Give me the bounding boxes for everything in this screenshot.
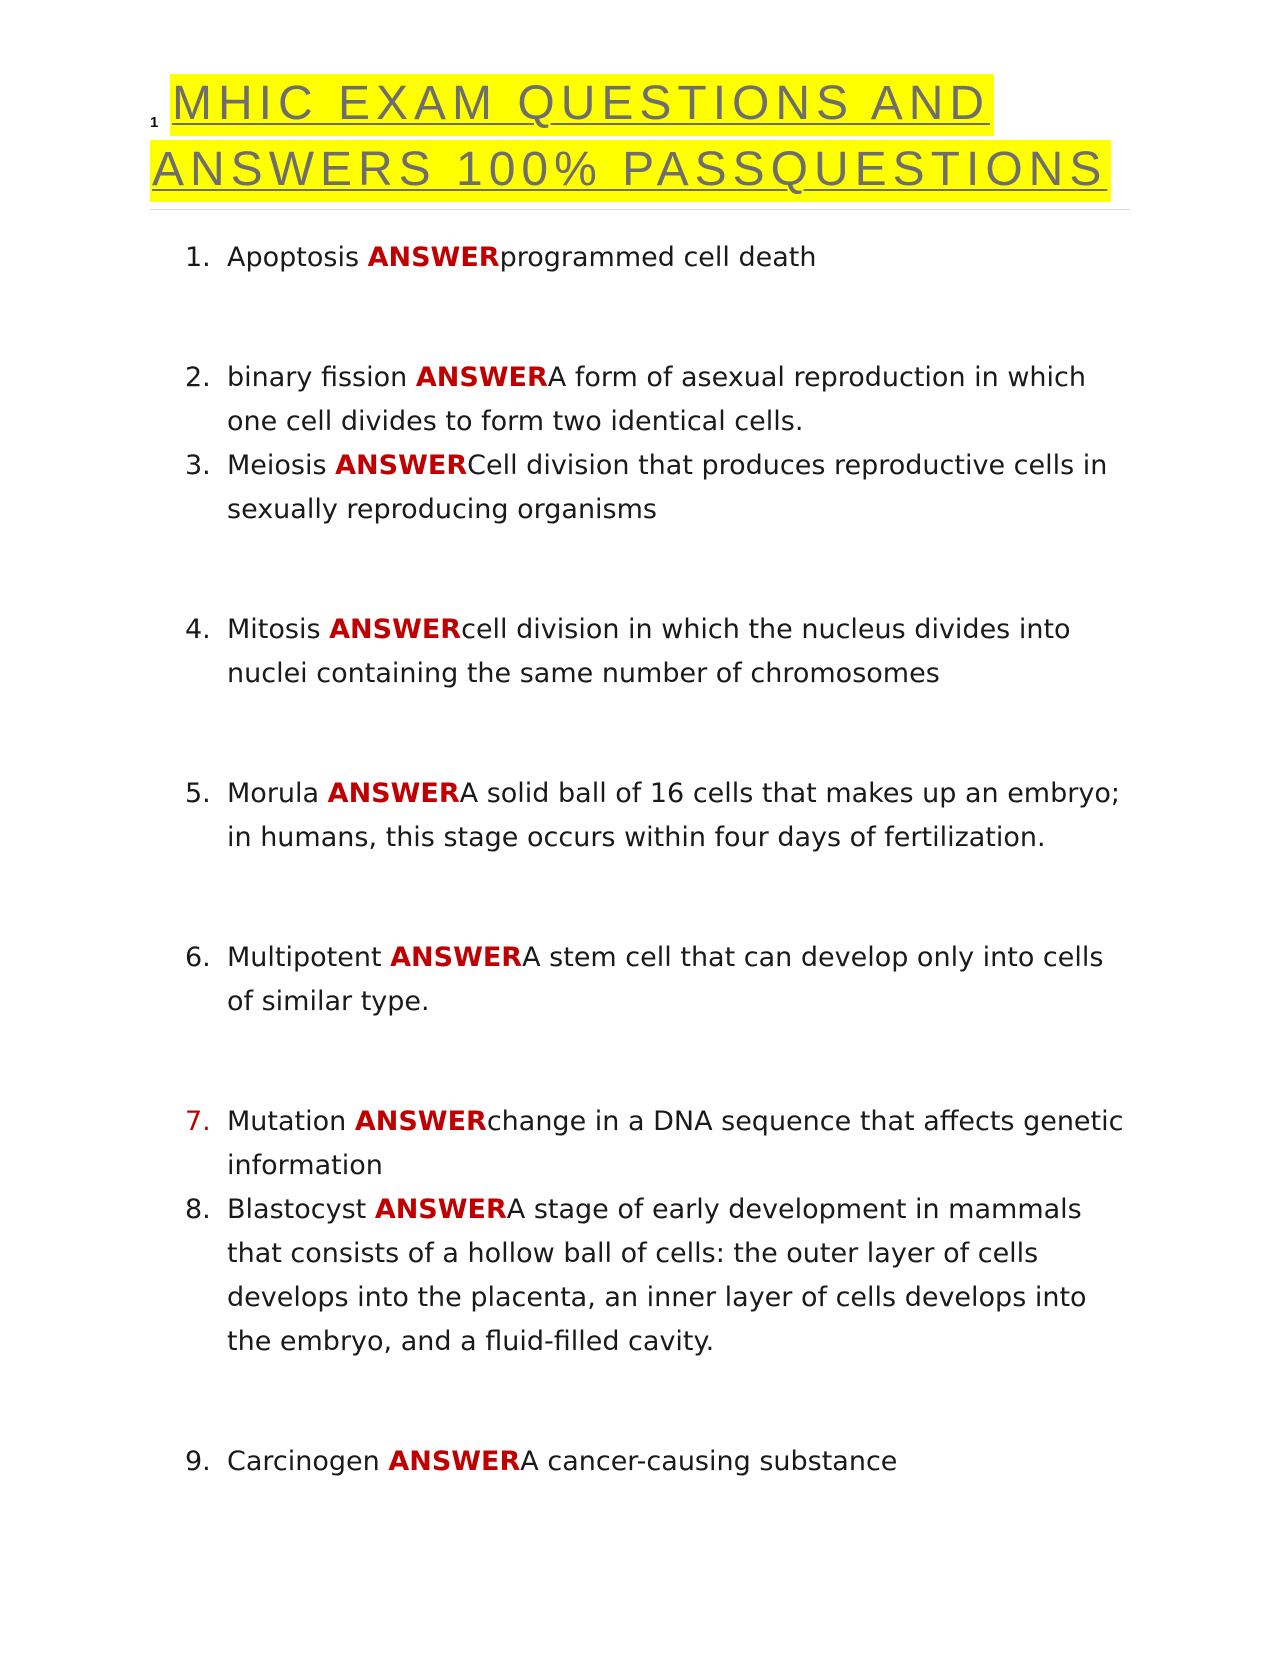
item-term: Mitosis xyxy=(227,614,330,645)
answer-label: ANSWER xyxy=(390,942,523,973)
item-term: Meiosis xyxy=(227,450,336,481)
item-term: Apoptosis xyxy=(227,242,368,273)
qa-list xyxy=(185,236,1135,1484)
item-term: Carcinogen xyxy=(227,1446,389,1477)
title-divider xyxy=(150,209,1130,210)
list-item xyxy=(185,1440,1135,1484)
list-item xyxy=(185,444,1135,532)
answer-label: ANSWER xyxy=(354,1106,487,1137)
answer-label: ANSWER xyxy=(374,1194,507,1225)
answer-label: ANSWER xyxy=(388,1446,521,1477)
answer-label: ANSWER xyxy=(367,242,500,273)
list-item xyxy=(185,356,1135,444)
item-definition: programmed cell death xyxy=(499,242,817,273)
item-number: 7. xyxy=(185,1106,211,1137)
item-definition: A stage of early development in mammals that consists of a hollow ball of cells: the outer layer of cells develops into the placenta, an inner layer of cells develops into the embryo, and a fluid-filled cavity. xyxy=(227,1194,1087,1357)
item-number: 1. xyxy=(185,242,211,273)
item-definition: cell division in which the nucleus divides into nuclei containing the same number of chromosomes xyxy=(227,614,1071,689)
list-item xyxy=(185,1188,1135,1364)
item-number: 6. xyxy=(185,942,211,973)
answer-label: ANSWER xyxy=(415,362,548,393)
title-line-2: ANSWERS 100% PASSQUESTIONS xyxy=(150,140,1111,202)
item-term: Blastocyst xyxy=(227,1194,375,1225)
item-definition: A stem cell that can develop only into cells of similar type. xyxy=(227,942,1104,1017)
list-item xyxy=(185,936,1135,1024)
item-term: Morula xyxy=(227,778,328,809)
item-number: 9. xyxy=(185,1446,211,1477)
list-item xyxy=(185,608,1135,696)
item-definition: A solid ball of 16 cells that makes up an embryo; in humans, this stage occurs within four days of fertilization. xyxy=(227,778,1120,853)
document-title xyxy=(150,74,1130,202)
item-term: binary fission xyxy=(227,362,416,393)
item-number: 5. xyxy=(185,778,211,809)
answer-label: ANSWER xyxy=(327,778,460,809)
item-term: Mutation xyxy=(227,1106,355,1137)
footnote-marker: 1 xyxy=(150,114,159,131)
item-definition: A cancer-causing substance xyxy=(520,1446,898,1477)
title-line-1: MHIC EXAM QUESTIONS AND xyxy=(170,74,994,136)
item-definition: change in a DNA sequence that affects genetic information xyxy=(227,1106,1124,1181)
item-term: Multipotent xyxy=(227,942,391,973)
item-definition: A form of asexual reproduction in which one cell divides to form two identical cells. xyxy=(227,362,1086,437)
answer-label: ANSWER xyxy=(329,614,462,645)
list-item xyxy=(185,1100,1135,1188)
answer-label: ANSWER xyxy=(335,450,468,481)
item-number: 4. xyxy=(185,614,211,645)
item-number: 3. xyxy=(185,450,211,481)
item-definition: Cell division that produces reproductive cells in sexually reproducing organisms xyxy=(227,450,1108,525)
list-item xyxy=(185,772,1135,860)
item-number: 2. xyxy=(185,362,211,393)
item-number: 8. xyxy=(185,1194,211,1225)
list-item xyxy=(185,236,1135,280)
